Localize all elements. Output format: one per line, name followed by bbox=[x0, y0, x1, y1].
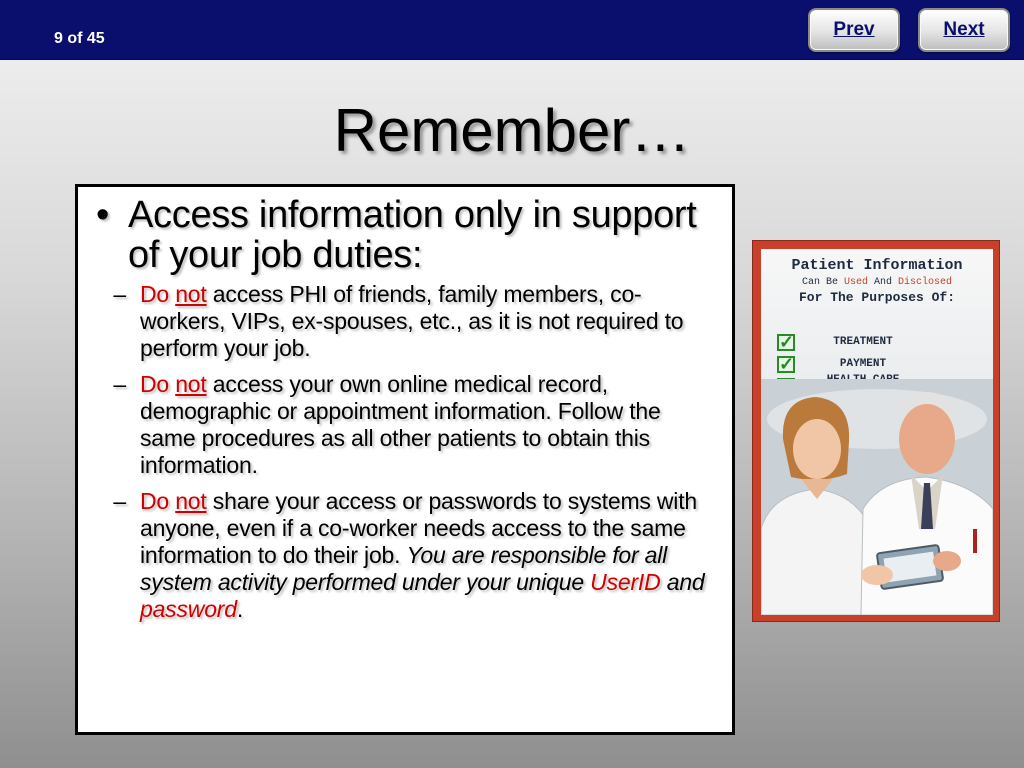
poster-panel bbox=[761, 249, 993, 615]
checkmark-icon: ✓ bbox=[779, 331, 795, 352]
doctors-photo bbox=[761, 379, 993, 615]
not-word: not bbox=[175, 371, 207, 397]
do-word: Do bbox=[140, 281, 170, 307]
main-bullet-text: Access information only in support of your job duties: bbox=[128, 194, 697, 276]
password-word: password bbox=[140, 596, 237, 622]
checkmark-icon: ✓ bbox=[779, 353, 795, 374]
slide-title: Remember… bbox=[333, 97, 691, 164]
sub-bullet-text: share your access or passwords to systems with anyone, even if a co-worker needs access to the same information to do their job. bbox=[140, 488, 697, 568]
poster-and: And bbox=[874, 277, 893, 288]
poster-line1: Patient Information bbox=[791, 257, 963, 274]
dash-marker: – bbox=[113, 488, 126, 514]
and-word: and bbox=[666, 569, 705, 595]
bullet-marker: • bbox=[96, 194, 110, 236]
poster-heading bbox=[761, 257, 993, 305]
main-bullet bbox=[90, 195, 722, 275]
sub-bullet bbox=[90, 371, 722, 479]
content-box bbox=[75, 184, 735, 735]
sub-bullet bbox=[90, 281, 722, 362]
next-button[interactable]: Next bbox=[918, 8, 1010, 52]
slide-counter: 9 of 45 bbox=[54, 30, 105, 47]
prev-button[interactable]: Prev bbox=[808, 8, 900, 52]
not-word: not bbox=[175, 281, 207, 307]
dash-marker: – bbox=[113, 281, 126, 307]
period: . bbox=[236, 596, 244, 622]
sub-bullet-list bbox=[90, 281, 722, 623]
patient-information-poster bbox=[752, 240, 1000, 622]
poster-used: Used bbox=[843, 277, 868, 288]
poster-check-row bbox=[777, 331, 923, 353]
poster-disclosed: Disclosed bbox=[898, 277, 953, 288]
poster-check-label: PAYMENT bbox=[839, 358, 887, 370]
poster-line3: For The Purposes Of: bbox=[798, 290, 956, 305]
responsibility-text: You are responsible for all system activity performed under your unique bbox=[140, 542, 668, 595]
top-navigation-bar bbox=[0, 0, 1024, 60]
sub-bullet-body bbox=[140, 281, 722, 362]
poster-check-label: TREATMENT bbox=[833, 336, 893, 348]
not-word: not bbox=[175, 488, 207, 514]
do-word: Do bbox=[140, 488, 170, 514]
userid-word: UserID bbox=[590, 569, 661, 595]
sub-bullet-body bbox=[140, 488, 722, 623]
dash-marker: – bbox=[113, 371, 126, 397]
sub-bullet bbox=[90, 488, 722, 623]
poster-line2 bbox=[761, 277, 993, 288]
do-word: Do bbox=[140, 371, 170, 397]
sub-bullet-body bbox=[140, 371, 722, 479]
sub-bullet-text: access PHI of friends, family members, co-workers, VIPs, ex-spouses, etc., as it is not required to perform your job. bbox=[140, 281, 684, 361]
poster-check-row bbox=[777, 353, 923, 375]
sub-bullet-text: access your own online medical record, demographic or appointment information. Follow the same procedures as all other patients to obtain this information. bbox=[140, 371, 661, 478]
poster-can-be: Can Be bbox=[801, 277, 838, 288]
